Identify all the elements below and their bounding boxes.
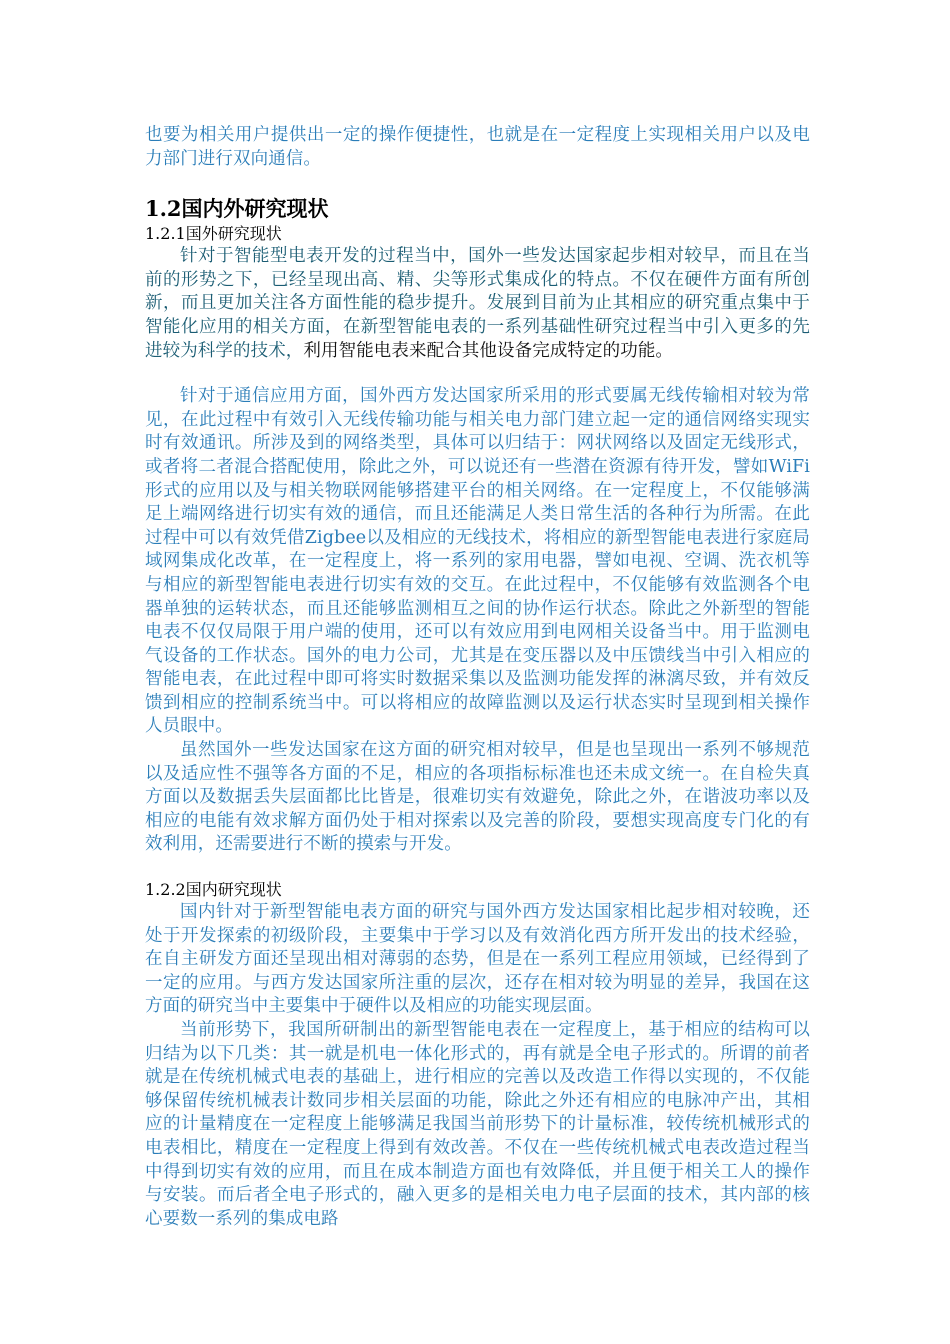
domestic-paragraph-1: 国内针对于新型智能电表方面的研究与国外西方发达国家相比起步相对较晚，还处于开发探索的初级阶段，主要集中于学习以及有效消化西方所开发出的技术经验，在自主研发方面还呈现出相对薄弱的态势，但是在一系列工程应用领域，已经得到了一定的应用。与西方发达国家所注重的层次，还存在相对较为明显的差异，我国在这方面的研究当中主要集中于硬件以及相应的功能实现层面。 — [145, 902, 810, 1017]
foreign-paragraph-2: 针对于通信应用方面，国外西方发达国家所采用的形式要属无线传输相对较为常见，在此过程中有效引入无线传输功能与相关电力部门建立起一定的通信网络实现实时有效通讯。所涉及到的网络类型，具体可以归结于：网状网络以及固定无线形式，或者将二者混合搭配使用，除此之外，可以说还有一些潜在资源有待开发，譬如WiFi形式的应用以及与相关物联网能够搭建平台的相关网络。在一定程度上，不仅能够满足上端网络进行切实有效的通信，而且还能满足人类日常生活的各种行为所需。在此过程中可以有效凭借Zigbee以及相应的无线技术，将相应的新型智能电表进行家庭局域网集成化改革，在一定程度上，将一系列的家用电器，譬如电视、空调、洗衣机等与相应的新型智能电表进行切实有效的交互。在此过程中，不仅能够有效监测各个电器单独的运转状态，而且还能够监测相互之间的协作运行状态。除此之外新型的智能电表不仅仅局限于用户端的使用，还可以有效应用到电网相关设备当中。用于监测电气设备的工作状态。国外的电力公司，尤其是在变压器以及中压馈线当中引入相应的智能电表，在此过程中即可将实时数据采集以及监测功能发挥的淋漓尽致，并有效反馈到相应的控制系统当中。可以将相应的故障监测以及运行状态实时呈现到相关操作人员眼中。 — [145, 386, 810, 737]
foreign-p1-part-c: 完成特定的功能。 — [532, 340, 674, 361]
section-heading: 1.2国内外研究现状 — [145, 196, 329, 222]
foreign-p1-part-b: 利用智能电表来配合其他设备 — [303, 340, 533, 361]
subsection-heading-domestic: 1.2.2国内研究现状 — [145, 880, 282, 900]
foreign-paragraph-1 — [145, 245, 810, 363]
subsection-heading-foreign: 1.2.1国外研究现状 — [145, 224, 282, 244]
text-column — [145, 124, 810, 1231]
intro-paragraph: 也要为相关用户提供出一定的操作便捷性，也就是在一定程度上实现相关用户以及电力部门进行双向通信。 — [145, 125, 810, 169]
foreign-paragraph-3: 虽然国外一些发达国家在这方面的研究相对较早，但是也呈现出一系列不够规范以及适应性不强等各方面的不足，相应的各项指标标准也还未成文统一。在自检失真方面以及数据丢失层面都比比皆是，很难切实有效避免，除此之外，在谐波功率以及相应的电能有效求解方面仍处于相对探索以及完善的阶段，要想实现高度专门化的有效利用，还需要进行不断的摸索与开发。 — [145, 740, 810, 855]
foreign-p1-part-a: 针对于智能型电表开发的过程当中，国外一些发达国家起步相对较早，而且在当前的形势之下，已经呈现出高、精、尖等形式集成化的特点。不仅在硬件方面有所创新，而且更加关注各方面性能的稳步提升。发展到目前为止其相应的研究重点集中于智能化应用的相关方面，在新型智能电表的一系列基础性研究过程当中引入更多的先进较为科学的技术， — [145, 246, 810, 361]
domestic-paragraph-2: 当前形势下，我国所研制出的新型智能电表在一定程度上，基于相应的结构可以归结为以下几类：其一就是机电一体化形式的，再有就是全电子形式的。所谓的前者就是在传统机械式电表的基础上，进行相应的完善以及改造工作得以实现的，不仅能够保留传统机械表计数同步相关层面的功能，除此之外还有相应的电脉冲产出，其相应的计量精度在一定程度上能够满足我国当前形势下的计量标准，较传统机械形式的电表相比，精度在一定程度上得到有效改善。不仅在一些传统机械式电表改造过程当中得到切实有效的应用，而且在成本制造方面也有效降低，并且便于相关工人的操作与安装。而后者全电子形式的，融入更多的是相关电力电子层面的技术，其内部的核心要数一系列的集成电路 — [145, 1020, 810, 1229]
